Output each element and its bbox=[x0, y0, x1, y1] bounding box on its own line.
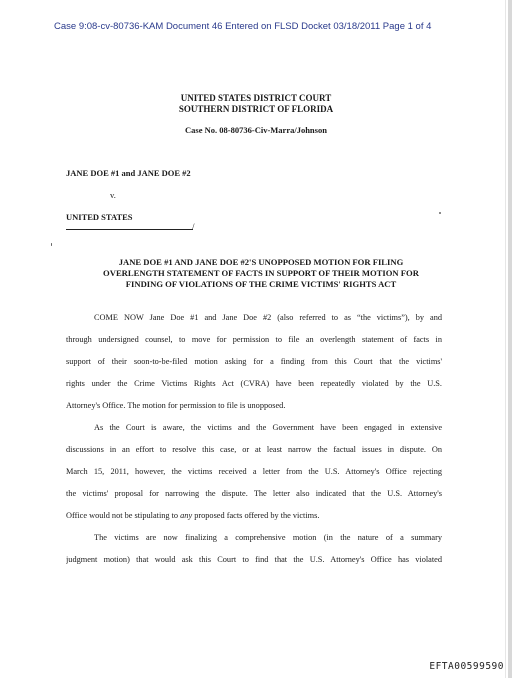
court-name: UNITED STATES DISTRICT COURT bbox=[180, 93, 332, 103]
text-line: As the Court is aware, the victims and the Government have been engaged in extensive bbox=[94, 423, 442, 432]
text-line: Attorney's Office. The motion for permission to file is unopposed. bbox=[66, 401, 286, 410]
title-line: JANE DOE #1 AND JANE DOE #2'S UNOPPOSED MOTION FOR FILING bbox=[118, 257, 404, 267]
versus: v. bbox=[110, 190, 116, 200]
text-line: March 15, 2011, however, the victims received a letter from the U.S. Attorney's Office rejecting bbox=[66, 467, 442, 476]
scan-edge-line bbox=[505, 0, 506, 678]
caption-rule bbox=[66, 229, 193, 230]
text-line: judgment motion) that would ask this Court to find that the U.S. Attorney's Office has violated bbox=[66, 555, 442, 564]
court-district: SOUTHERN DISTRICT OF FLORIDA bbox=[178, 104, 334, 114]
defendant: UNITED STATES bbox=[66, 212, 133, 222]
title-line: FINDING OF VIOLATIONS OF THE CRIME VICTIMS' RIGHTS ACT bbox=[125, 279, 397, 289]
docket-header: Case 9:08-cv-80736-KAM Document 46 Entered on FLSD Docket 03/18/2011 Page 1 of 4 bbox=[54, 21, 432, 32]
motion-title bbox=[60, 257, 462, 290]
paragraph-intro bbox=[66, 307, 442, 417]
plaintiffs: JANE DOE #1 and JANE DOE #2 bbox=[66, 168, 191, 178]
emphasis-any: any bbox=[180, 511, 193, 520]
scan-edge bbox=[508, 0, 512, 678]
bates-number: EFTA00599590 bbox=[429, 661, 504, 672]
text-line: the victims' proposal for narrowing the dispute. The letter also indicated that the U.S. Attorney's bbox=[66, 489, 442, 498]
court-heading bbox=[0, 93, 512, 115]
text-line: discussions in an effort to resolve this case, or at least narrow the factual issues in dispute. On bbox=[66, 445, 442, 454]
text-line: through undersigned counsel, to move for permission to file an overlength statement of facts in bbox=[66, 335, 442, 344]
text-line-italic-any bbox=[66, 505, 442, 527]
case-number: Case No. 08-80736-Civ-Marra/Johnson bbox=[185, 125, 327, 135]
paragraph-background bbox=[66, 417, 442, 527]
text-line: rights under the Crime Victims Rights Act (CVRA) have been repeatedly violated by the U.S. bbox=[66, 379, 442, 388]
text-fragment: Office would not be stipulating to any proposed facts offered by the victims. bbox=[66, 511, 320, 520]
text-line: support of their soon-to-be-filed motion asking for a finding from this Court that the victims' bbox=[66, 357, 442, 366]
scan-speck bbox=[439, 212, 441, 214]
paragraph-finalizing bbox=[66, 527, 442, 571]
title-line: OVERLENGTH STATEMENT OF FACTS IN SUPPORT OF THEIR MOTION FOR bbox=[103, 268, 419, 278]
text-line: COME NOW Jane Doe #1 and Jane Doe #2 (also referred to as “the victims”), by and bbox=[94, 313, 442, 322]
scan-speck bbox=[51, 243, 52, 246]
caption-slash: / bbox=[192, 222, 195, 232]
text-line: The victims are now finalizing a comprehensive motion (in the nature of a summary bbox=[94, 533, 442, 542]
